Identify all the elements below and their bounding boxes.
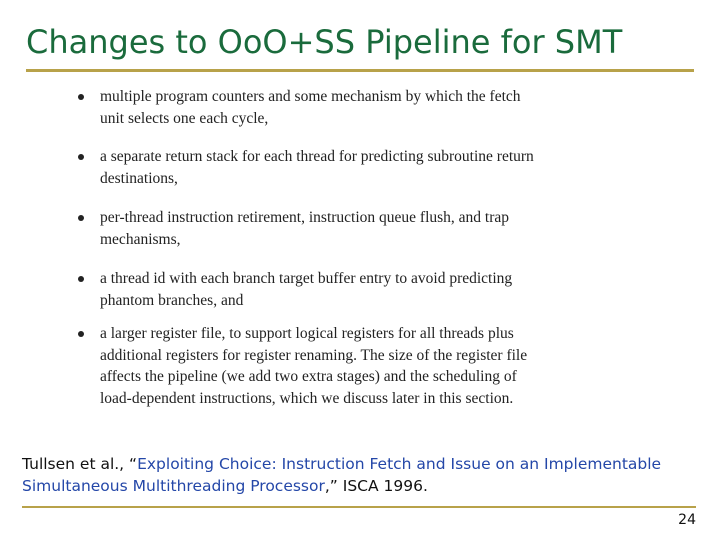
bullet-icon [78, 276, 84, 282]
bullet-text: a larger register file, to support logical registers for all threads plus additional registers for register renaming. The size of the register file affects the pipeline (we add two extra stages) and the scheduling of load-dependent instructions, which we discuss later in this section. [100, 325, 528, 407]
bullet-item [70, 323, 540, 409]
page-number: 24 [678, 512, 696, 528]
bullet-item [70, 146, 540, 189]
citation [22, 453, 702, 497]
title-divider [26, 69, 694, 72]
slide-title: Changes to OoO+SS Pipeline for SMT [26, 23, 623, 61]
bullet-text: multiple program counters and some mechanism by which the fetch unit selects one each cycle, [100, 88, 521, 127]
paper-excerpt [70, 76, 540, 432]
bullet-text: per-thread instruction retirement, instruction queue flush, and trap mechanisms, [100, 209, 510, 248]
bullet-item [70, 207, 540, 250]
citation-venue: ,” ISCA 1996. [324, 477, 428, 495]
bullet-item [70, 268, 540, 311]
bullet-icon [78, 154, 84, 160]
footer-divider [22, 506, 696, 508]
bullet-icon [78, 215, 84, 221]
citation-authors: Tullsen et al., “ [22, 455, 138, 473]
bullet-item [70, 86, 540, 129]
bullet-icon [78, 331, 84, 337]
bullet-text: a thread id with each branch target buffer entry to avoid predicting phantom branches, and [100, 270, 513, 309]
bullet-icon [78, 94, 84, 100]
citation-paper-title: Exploiting Choice: Instruction Fetch and Issue on an Implementable Simultaneous Multithreading Processor [22, 455, 662, 495]
bullet-text: a separate return stack for each thread for predicting subroutine return destinations, [100, 148, 534, 187]
